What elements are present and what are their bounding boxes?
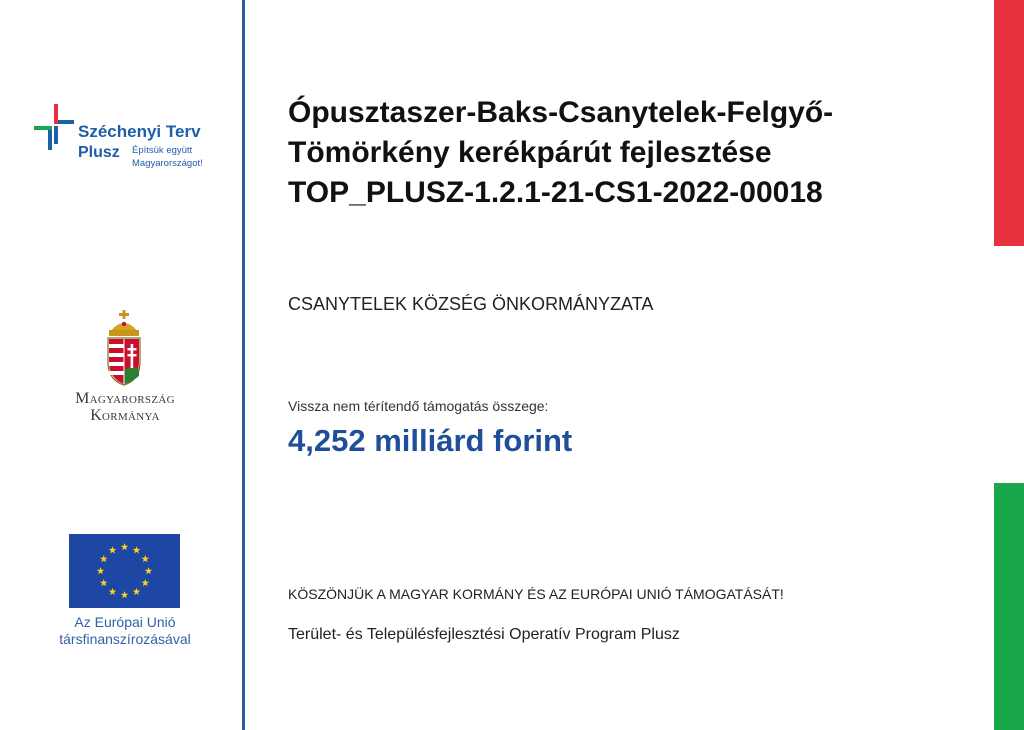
project-title-line: Tömörkény kerékpárút fejlesztése <box>288 136 772 169</box>
eu-flag-icon <box>69 534 180 608</box>
szechenyi-tagline-1: Építsük együtt <box>132 145 193 156</box>
project-title <box>288 93 968 213</box>
flag-green-stripe <box>994 483 1024 730</box>
program-name: Terület- és Településfejlesztési Operatív Program Plusz <box>288 626 680 643</box>
eu-line-1: Az Európai Unió <box>74 614 176 630</box>
project-title-line: TOP_PLUSZ-1.2.1-21-CS1-2022-00018 <box>288 176 823 209</box>
szechenyi-terv-logo <box>34 102 234 182</box>
szechenyi-cross-icon <box>34 104 74 150</box>
support-label: Vissza nem térítendő támogatás összege: <box>288 398 549 414</box>
szechenyi-title: Széchenyi Terv <box>78 122 201 141</box>
project-title-line: Ópusztaszer-Baks-Csanytelek-Felgyő- <box>288 96 834 129</box>
beneficiary-name: CSANYTELEK KÖZSÉG ÖNKORMÁNYZATA <box>288 294 654 314</box>
flag-red-stripe <box>994 0 1024 246</box>
hungarian-coat-of-arms-icon <box>102 310 146 386</box>
support-amount: 4,252 milliárd forint <box>288 423 573 458</box>
eu-line-2: társfinanszírozásával <box>59 631 191 647</box>
szechenyi-plus: Plusz <box>78 144 120 161</box>
thanks-text: KÖSZÖNJÜK A MAGYAR KORMÁNY ÉS AZ EURÓPAI UNIÓ TÁMOGATÁSÁT! <box>288 586 784 602</box>
szechenyi-tagline-2: Magyarországot! <box>132 158 203 169</box>
government-line-1: Magyarország <box>75 390 175 407</box>
government-line-2: Kormánya <box>90 407 160 424</box>
vertical-divider <box>242 0 245 730</box>
